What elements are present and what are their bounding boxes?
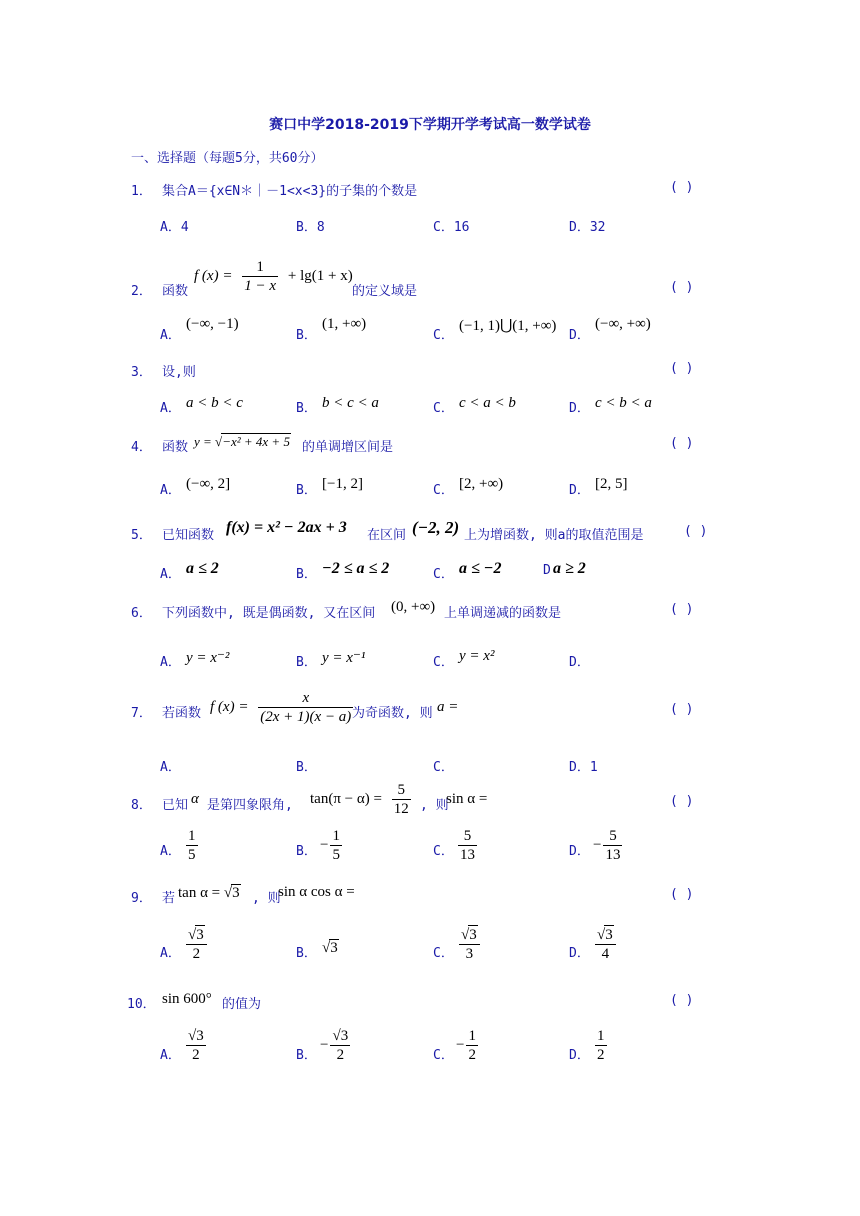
question-5-options (0, 560, 860, 588)
option-d: $\frac{1}{2}$ (597, 1028, 605, 1063)
option-b-label: B． (296, 1048, 317, 1063)
option-c: (−1, 1)⋃(1, +∞) (459, 318, 557, 334)
option-d: − $\frac{5}{13}$ (593, 828, 621, 863)
question-number: 4． (131, 440, 152, 455)
function-expression: y = √−x² + 4x + 5 (194, 434, 290, 449)
question-number: 6． (131, 606, 152, 621)
answer-paren: ( ) (670, 180, 694, 195)
option-c-label: C． (433, 1048, 454, 1063)
option-d: $\frac{√3}{4}$ (593, 925, 618, 963)
question-text-post: , 则 (252, 891, 281, 906)
option-d-label: D． (569, 1048, 590, 1063)
answer-paren: ( ) (670, 887, 694, 902)
question-9-options (0, 925, 860, 975)
option-a: (−∞, −1) (186, 316, 239, 332)
alpha-symbol: α (191, 791, 199, 807)
function-expression: f(x) = x² − 2ax + 3 (226, 519, 347, 536)
option-a-label: A． (160, 844, 181, 859)
option-b: −2 ≤ a ≤ 2 (322, 560, 390, 577)
question-tail: sin α = (446, 791, 488, 807)
question-text: 设,则 (162, 365, 196, 380)
question-text: 集合A＝{x∈N＊｜－1<x<3}的子集的个数是 (162, 184, 418, 199)
question-number: 2． (131, 284, 152, 299)
question-3-options (0, 395, 860, 423)
option-d-label: D． (569, 655, 590, 670)
question-number: 8． (131, 798, 152, 813)
section-heading: 一、选择题（每题5分，共60分） (131, 151, 324, 166)
denominator: 1 − x (244, 278, 277, 294)
question-4-options (0, 476, 860, 504)
option-a: A． (160, 760, 181, 775)
option-b: √3 (322, 940, 338, 956)
question-text-post: 上为增函数, 则a的取值范围是 (464, 528, 644, 543)
expression-lhs: tan(π − α) = (310, 791, 382, 807)
question-number: 9． (131, 891, 152, 906)
option-b-label: B． (296, 401, 317, 416)
question-text-pre: 函数 (162, 284, 189, 299)
option-c-label: C． (433, 328, 454, 343)
option-c-label: C． (433, 401, 454, 416)
option-b: (1, +∞) (322, 316, 367, 332)
question-text-post: , 则 (420, 798, 449, 813)
question-text-mid: 在区间 (367, 528, 407, 543)
option-c: C． (433, 760, 454, 775)
option-a: a ≤ 2 (186, 560, 219, 577)
option-d: (−∞, +∞) (595, 316, 651, 332)
option-d-label: D． (569, 401, 590, 416)
option-b: B． (296, 760, 317, 775)
option-a: A．4 (160, 220, 189, 235)
answer-paren: ( ) (670, 436, 694, 451)
question-3 (0, 361, 860, 389)
option-a-label: A． (160, 401, 181, 416)
question-6-options (0, 648, 860, 676)
question-text-post: 上单调递减的函数是 (444, 606, 562, 621)
option-b: y = x⁻¹ (322, 650, 366, 666)
option-c-label: C． (433, 946, 454, 961)
option-a-label: A． (160, 483, 181, 498)
numerator: 1 (242, 258, 278, 277)
question-text-mid: 是第四象限角, (207, 798, 293, 813)
exam-title: 赛口中学2018-2019下学期开学考试高一数学试卷 (269, 117, 591, 133)
answer-paren: ( ) (670, 280, 694, 295)
question-tail: sin α cos α = (278, 884, 355, 900)
option-d: a ≥ 2 (553, 560, 586, 577)
answer-paren: ( ) (670, 361, 694, 376)
question-number: 3． (131, 365, 152, 380)
answer-paren: ( ) (670, 794, 694, 809)
option-d-label: D． (569, 946, 590, 961)
option-a: (−∞, 2] (186, 476, 231, 492)
option-a-label: A． (160, 328, 181, 343)
question-text-post: 的值为 (222, 997, 262, 1012)
numerator: 5 (392, 781, 411, 800)
question-text-pre: 函数 (162, 440, 189, 455)
option-b-label: B． (296, 946, 317, 961)
option-b: − $\frac{√3}{2}$ (320, 1028, 349, 1063)
question-text-post: 为奇函数, 则 (352, 706, 433, 721)
question-text-pre: 下列函数中, 既是偶函数, 又在区间 (162, 606, 376, 621)
option-d-label: D． (569, 844, 590, 859)
question-10-options (0, 1027, 860, 1077)
option-a: $\frac{√3}{2}$ (184, 925, 209, 963)
question-tail: a = (437, 699, 459, 715)
radicand: 3 (232, 885, 240, 901)
question-number: 10． (127, 997, 156, 1012)
option-a: y = x⁻² (186, 650, 230, 666)
question-5 (0, 519, 860, 547)
question-8-options (0, 827, 860, 871)
expression-lhs: tan α = (178, 885, 224, 901)
option-c: a ≤ −2 (459, 560, 502, 577)
option-d: D．1 (569, 760, 598, 775)
option-a: a < b < c (186, 395, 243, 411)
function-name: f (x) = (210, 699, 249, 715)
expression: tan α = √3 (178, 885, 240, 901)
option-b: − $\frac{1}{5}$ (320, 828, 340, 863)
option-c: $\frac{5}{13}$ (460, 828, 475, 863)
option-c-label: C． (433, 844, 454, 859)
option-d-label: D． (569, 483, 590, 498)
fraction (242, 258, 278, 295)
option-c: [2, +∞) (459, 476, 504, 492)
option-d-label: D． (569, 328, 590, 343)
option-d: [2, 5] (595, 476, 628, 492)
question-1 (0, 180, 860, 208)
interval: (−2, 2) (412, 518, 460, 537)
question-text-pre: 已知函数 (162, 528, 215, 543)
option-a-label: A． (160, 567, 181, 582)
option-c-label: C． (433, 483, 454, 498)
answer-paren: ( ) (684, 524, 708, 539)
fraction (258, 689, 353, 726)
option-d: c < b < a (595, 395, 652, 411)
question-text-pre: 若 (162, 891, 176, 906)
question-number: 1． (131, 184, 152, 199)
answer-paren: ( ) (670, 602, 694, 617)
answer-paren: ( ) (670, 993, 694, 1008)
question-6 (0, 599, 860, 627)
question-number: 5． (131, 528, 152, 543)
function-lhs: y = (194, 434, 216, 449)
option-c: y = x² (459, 648, 495, 664)
option-c: C．16 (433, 220, 470, 235)
option-c-label: C． (433, 567, 454, 582)
radicand: −x² + 4x + 5 (222, 434, 290, 449)
option-a: $\frac{√3}{2}$ (188, 1028, 204, 1063)
question-text-post: 的定义域是 (352, 284, 418, 299)
question-9 (0, 884, 860, 912)
interval: (0, +∞) (391, 599, 436, 615)
function-tail: + lg(1 + x) (287, 268, 353, 284)
expression: sin 600° (162, 991, 212, 1007)
option-a-label: A． (160, 946, 181, 961)
question-text-post: 的单调增区间是 (302, 440, 394, 455)
option-a-label: A． (160, 1048, 181, 1063)
expression (310, 781, 413, 818)
option-b-label: B． (296, 328, 317, 343)
function-name: f (x) = (194, 268, 233, 284)
question-7-options (0, 756, 860, 784)
option-a: $\frac{1}{5}$ (188, 828, 196, 863)
numerator: x (258, 689, 353, 708)
question-2 (0, 258, 860, 302)
option-c-label: C． (433, 655, 454, 670)
option-b-label: B． (296, 844, 317, 859)
question-text-pre: 若函数 (162, 706, 202, 721)
question-4 (0, 433, 860, 461)
answer-paren: ( ) (670, 702, 694, 717)
option-b: [−1, 2] (322, 476, 363, 492)
option-c: c < a < b (459, 395, 516, 411)
question-10 (0, 991, 860, 1019)
option-c: − $\frac{1}{2}$ (456, 1028, 476, 1063)
option-b: B．8 (296, 220, 325, 235)
question-7 (0, 689, 860, 733)
denominator: (2x + 1)(x − a) (260, 709, 352, 725)
function-expression (194, 258, 353, 295)
question-2-options (0, 316, 860, 344)
question-text-pre: 已知 (162, 798, 189, 813)
option-b: b < c < a (322, 395, 379, 411)
option-b-label: B． (296, 483, 317, 498)
option-d-label: D (543, 563, 551, 578)
option-d: D．32 (569, 220, 606, 235)
option-b-label: B． (296, 567, 317, 582)
denominator: 12 (393, 801, 409, 817)
fraction (392, 781, 411, 818)
option-c: $\frac{√3}{3}$ (457, 925, 482, 963)
question-1-options (0, 216, 860, 244)
question-8 (0, 781, 860, 825)
function-expression (210, 689, 355, 726)
option-a-label: A． (160, 655, 181, 670)
question-number: 7． (131, 706, 152, 721)
option-b-label: B． (296, 655, 317, 670)
